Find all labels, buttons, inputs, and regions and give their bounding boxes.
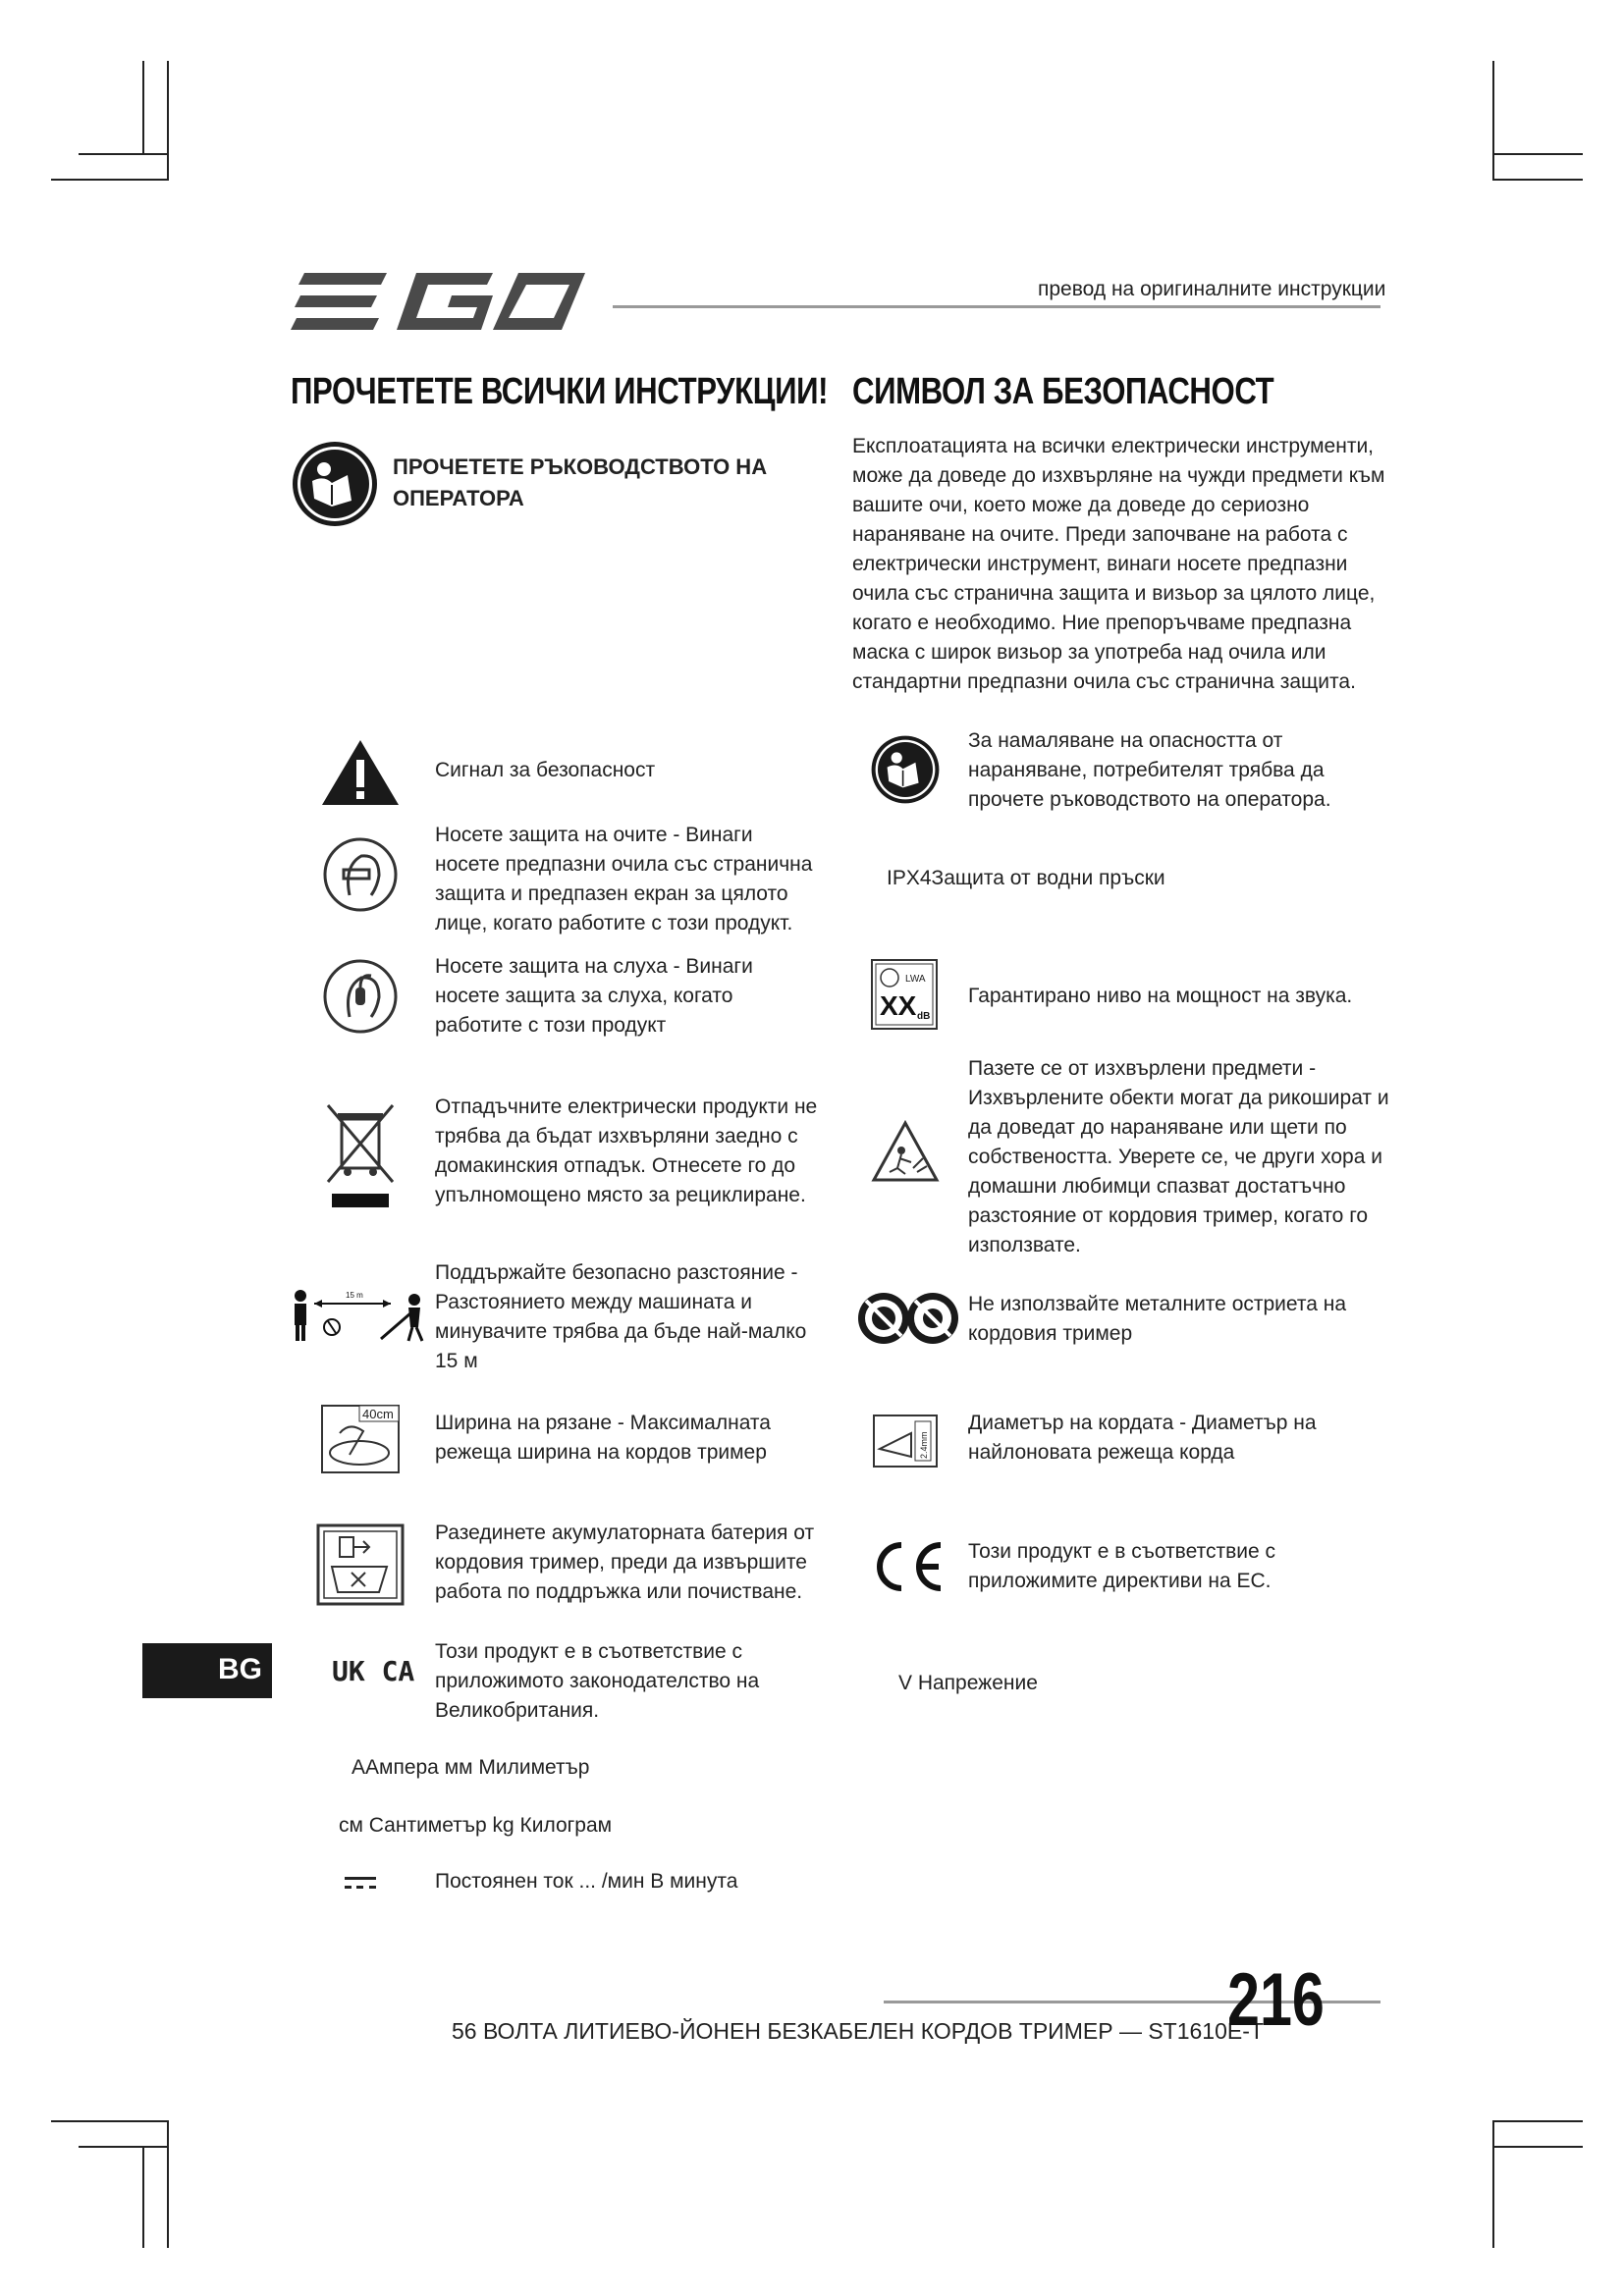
sound-power-icon xyxy=(870,958,939,1031)
left-item-text: Сигнал за безопасност xyxy=(435,759,656,781)
footer-model-text: 56 ВОЛТА ЛИТИЕВО-ЙОНЕН БЕЗКАБЕЛЕН КОРДОВ ТРИМЕР — ST1610E-T xyxy=(452,2018,1264,2044)
header-subtitle: превод на оригиналните инструкции xyxy=(1038,278,1386,300)
crop-mark xyxy=(79,2146,169,2148)
crossed-bin-icon xyxy=(324,1099,397,1209)
right-item-text: Гарантирано ниво на мощност на звука. xyxy=(968,985,1353,1007)
distance-label: 15 m xyxy=(346,1291,363,1300)
safe-distance-icon xyxy=(287,1284,434,1343)
right-intro: Експлоатацията на всички електрически инструменти, може да доведе до изхвърляне на чужди предмети към вашите очи, което може да доведе до сериозно нараняване на очите. Преди започване на работа с електрически инструмент, винаги носете предпазни очила със странична защита и визьор за цялото лице, когато е необходимо. Ние препоръчваме предпазна маска с широк визьор за употреба над очила или стандартни предпазни очила със странична защита. xyxy=(852,435,1385,693)
language-tab xyxy=(142,1643,272,1698)
left-item-text: Носете защита на слуха - Винаги носете защита за слуха, когато работите с този продукт xyxy=(435,955,753,1037)
line-diameter-icon xyxy=(872,1414,939,1468)
right-item-text: Не използвайте металните остриета на кордовия тример xyxy=(968,1293,1347,1345)
left-item-text: Разединете акумулаторната батерия от кордовия тример, преди да извършите работа по поддръжка или почистване. xyxy=(435,1522,815,1603)
ukca-label: UK CA xyxy=(332,1655,415,1687)
no-metal-blades-icon xyxy=(856,1290,960,1347)
ego-logo xyxy=(291,267,585,336)
crop-mark xyxy=(1492,61,1494,181)
right-item-text: V Напрежение xyxy=(898,1672,1038,1694)
read-manual-label: ПРОЧЕТЕТЕ РЪКОВОДСТВОТО НА ОПЕРАТОРА xyxy=(393,454,768,510)
left-item-text: Отпадъчните електрически продукти не трябва да бъдат изхвърляни заедно с домакинския отпадък. Отнесете го до упълномощено място за рециклиране. xyxy=(435,1095,818,1206)
crop-mark xyxy=(1492,2120,1583,2122)
right-heading: СИМВОЛ ЗА БЕЗОПАСНОСТ xyxy=(852,371,1274,412)
crop-mark xyxy=(142,61,144,155)
units-line-2: см Сантиметър kg Килограм xyxy=(339,1814,613,1837)
crop-mark xyxy=(1492,153,1583,155)
ear-protection-icon xyxy=(322,958,399,1035)
diameter-label: 2.4mm xyxy=(919,1431,929,1459)
crop-mark xyxy=(167,2120,169,2248)
ce-mark-icon xyxy=(868,1537,947,1596)
right-item-text: За намаляване на опасността от нараняване, потребителят трябва да прочете ръководството на оператора. xyxy=(968,729,1331,811)
language-tab-label: BG xyxy=(218,1653,262,1685)
left-item-text: Носете защита на очите - Винаги носете предпазни очила със странична защита и предпазен екран за цялото лице, когато работите с този продукт. xyxy=(435,824,813,934)
crop-mark xyxy=(79,153,169,155)
crop-mark xyxy=(1492,2120,1494,2248)
crop-mark xyxy=(167,61,169,181)
right-item-text: Пазете се от изхвърлени предмети - Изхвърлените обекти могат да рикошират и да доведат до нараняване или щети по собствеността. Уверете се, че други хора и домашни любимци спазват достатъчно разстояние от кордовия тример, когато го използвате. xyxy=(968,1057,1389,1256)
read-manual-icon xyxy=(291,440,379,528)
crop-mark xyxy=(142,2146,144,2248)
left-item-text: Този продукт е в съответствие с приложимото законодателство на Великобритания. xyxy=(435,1640,760,1722)
disconnect-battery-icon xyxy=(316,1523,405,1606)
cutting-width-icon xyxy=(320,1404,401,1474)
right-item-text: Този продукт е в съответствие с приложимите директиви на ЕС. xyxy=(968,1540,1275,1592)
crop-mark xyxy=(1492,179,1583,181)
units-line-1: ААмпера мм Милиметър xyxy=(352,1756,590,1779)
crop-mark xyxy=(1492,2146,1583,2148)
warning-triangle-icon xyxy=(320,738,401,807)
left-heading: ПРОЧЕТЕТЕ ВСИЧКИ ИНСТРУКЦИИ! xyxy=(291,371,829,412)
right-item-text: IPX4Защита от водни пръски xyxy=(887,867,1165,889)
xx-label: XX xyxy=(880,990,917,1021)
left-item-text: Поддържайте безопасно разстояние - Разстоянието между машината и минувачите трябва да бъде най-малко 15 м xyxy=(435,1261,807,1372)
thrown-objects-icon xyxy=(872,1119,939,1186)
crop-mark xyxy=(51,179,169,181)
page-number: 216 xyxy=(1227,1958,1325,2042)
crop-mark xyxy=(51,2120,169,2122)
cutting-width-label: 40cm xyxy=(362,1407,394,1421)
ukca-mark-icon xyxy=(328,1653,415,1714)
db-label: dB xyxy=(917,1011,931,1022)
eye-protection-icon xyxy=(322,836,399,913)
lwa-label: LWA xyxy=(905,974,926,985)
right-item-text: Диаметър на кордата - Диаметър на найлоновата режеща корда xyxy=(968,1412,1317,1464)
header-rule xyxy=(613,305,1380,308)
left-item-text: Ширина на рязане - Максималната режеща ширина на кордов тример xyxy=(435,1412,771,1464)
dc-symbol-icon xyxy=(343,1873,378,1893)
read-manual-icon xyxy=(870,734,941,805)
dc-text: Постоянен ток ... /мин В минута xyxy=(435,1870,738,1893)
